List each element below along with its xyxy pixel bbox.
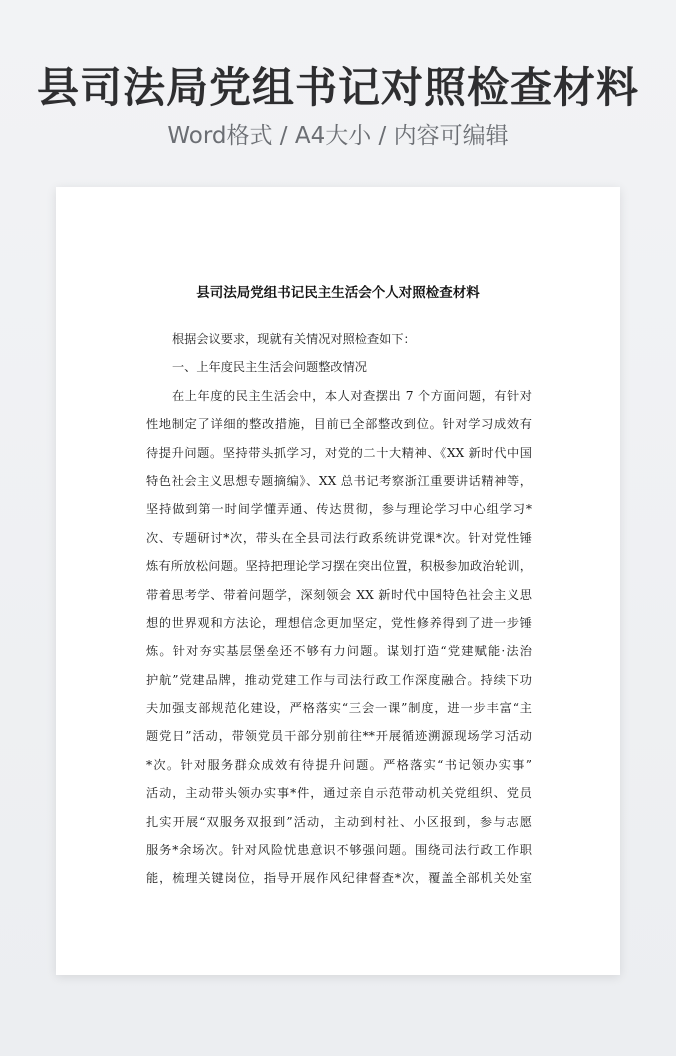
paragraph-line: 能，梳理关键岗位，指导开展作风纪律督查*次，覆盖全部机关处室 [146,871,532,886]
paragraph-line: 炼有所放松问题。坚持把理论学习摆在突出位置，积极参加政治轮训， [146,559,532,574]
paragraph-line: 根据会议要求，现就有关情况对照检查如下： [172,332,416,346]
paragraph-line: 次、专题研讨*次，带头在全县司法行政系统讲党课*次。针对党性锤 [146,530,532,545]
banner-title: 县司法局党组书记对照检查材料 [36,63,639,112]
paragraph-line: 扎实开展“双服务双报到”活动，主动到村社、小区报到，参与志愿 [146,814,532,829]
paragraph-line: 特色社会主义思想专题摘编》、XX 总书记考察浙江重要讲话精神等， [146,473,532,488]
paragraph-line: 待提升问题。坚持带头抓学习，对党的二十大精神、《XX 新时代中国 [146,445,532,460]
paragraph-line: 带着思考学、带着问题学，深刻领会 XX 新时代中国特色社会主义思 [146,587,532,602]
paragraph-line: 护航”党建品牌，推动党建工作与司法行政工作深度融合。持续下功 [146,672,532,687]
paragraph-line: 题党日”活动，带领党员干部分别前往**开展循迹溯源现场学习活动 [146,729,532,744]
paragraph-line: *次。针对服务群众成效有待提升问题。严格落实“书记领办实事” [146,757,532,772]
paragraph-line: 想的世界观和方法论，理想信念更加坚定，党性修养得到了进一步锤 [146,615,532,630]
paragraph-line: 服务*余场次。针对风险忧患意识不够强问题。围绕司法行政工作职 [146,843,532,858]
paragraph-line: 在上年度的民主生活会中，本人对查摆出 7 个方面问题，有针对 [172,388,532,403]
banner-subtitle: Word格式 / A4大小 / 内容可编辑 [167,123,509,149]
paragraph-line: 夫加强支部规范化建设，严格落实“三会一课”制度，进一步丰富“主 [146,701,532,716]
section-heading: 一、上年度民主生活会问题整改情况 [172,360,367,375]
document-title: 县司法局党组书记民主生活会个人对照检查材料 [196,285,480,301]
document-page [56,187,620,975]
paragraph-line: 性地制定了详细的整改措施，目前已全部整改到位。针对学习成效有 [146,417,532,432]
document-body [146,325,532,893]
paragraph-line: 活动，主动带头领办实事*件，通过亲自示范带动机关党组织、党员 [146,786,532,801]
paragraph-line: 坚持做到第一时间学懂弄通、传达贯彻，参与理论学习中心组学习* [146,502,532,517]
paragraph-line: 炼。针对夯实基层堡垒还不够有力问题。谋划打造“党建赋能·法治 [146,644,532,659]
